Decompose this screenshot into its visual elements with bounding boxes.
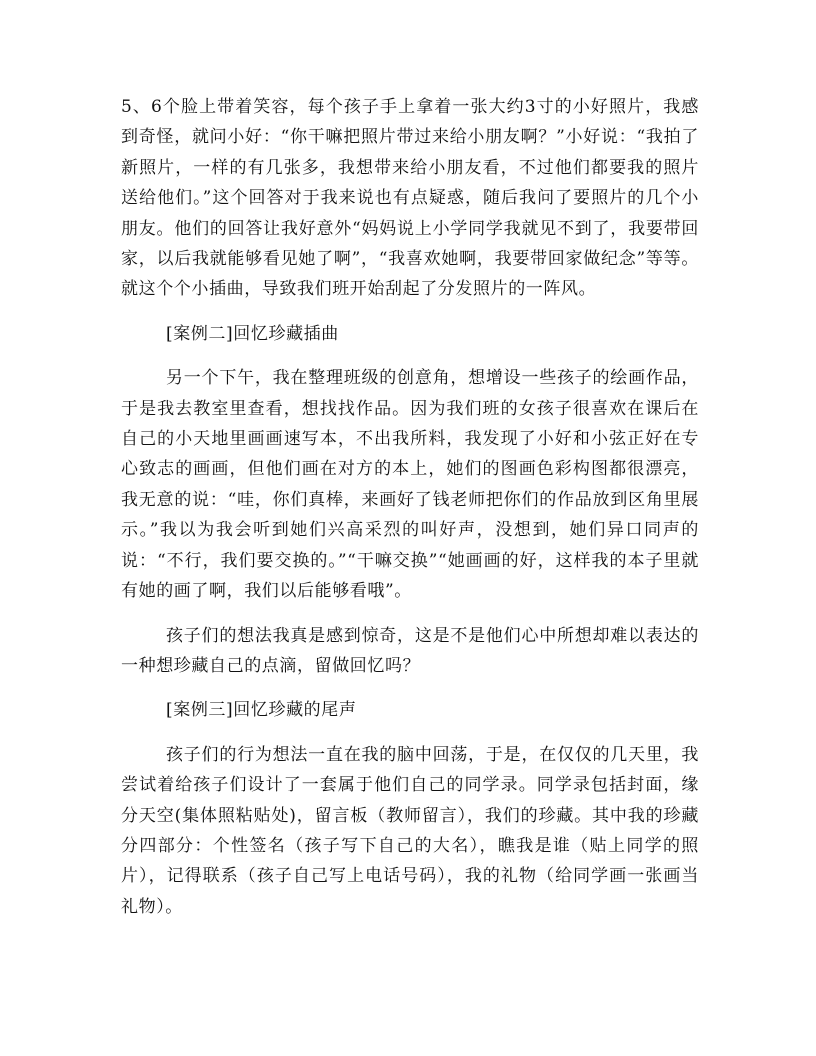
paragraph-reflection: 孩子们的想法我真是感到惊奇，这是不是他们心中所想却难以表达的一种想珍藏自己的点滴，留做回忆吗？ — [121, 625, 699, 676]
paragraph-gap — [121, 607, 699, 621]
paragraph-gap — [121, 681, 699, 695]
paragraph-gap — [121, 305, 699, 319]
paragraph-classmate-book: 孩子们的行为想法一直在我的脑中回荡，于是，在仅仅的几天里，我尝试着给孩子们设计了一套属于他们自己的同学录。同学录包括封面，缘分天空(集体照粘贴处)，留言板（教师留言），我们的珍藏。其中我的珍藏分四部分：个性签名（孩子写下自己的大名），瞧我是谁（贴上同学的照片），记得联系（孩子自己写上电话号码），我的礼物（给同学画一张画当礼物）。 — [121, 744, 699, 917]
heading-case-two: [案例二]回忆珍藏插曲 — [166, 323, 339, 344]
paragraph-gap — [121, 726, 699, 740]
paragraph-photo-sharing: 5、6个脸上带着笑容，每个孩子手上拿着一张大约3寸的小好照片，我感到奇怪，就问小好：“你干嘛把照片带过来给小朋友啊？”小好说：“我拍了新照片，一样的有几张多，我想带来给小朋友看，不过他们都要我的照片送给他们。”这个回答对于我来说也有点疑惑，随后我问了要照片的几个小朋友。他们的回答让我好意外“妈妈说上小学同学我就见不到了，我要带回家，以后我就能够看见她了啊”，“我喜欢她啊，我要带回家做纪念”等等。就这个个小插曲，导致我们班开始刮起了分发照片的一阵风。 — [121, 97, 699, 300]
paragraph-gap — [121, 349, 699, 363]
heading-case-three: [案例三]回忆珍藏的尾声 — [166, 700, 357, 721]
document-body — [121, 92, 699, 922]
paragraph-drawing-exchange: 另一个下午，我在整理班级的创意角，想增设一些孩子的绘画作品，于是我去教室里查看，想找找作品。因为我们班的女孩子很喜欢在课后在自己的小天地里画画速写本，不出我所料，我发现了小好和小弦正好在专心致志的画画，但他们画在对方的本上，她们的图画色彩构图都很漂亮，我无意的说：“哇，你们真棒，来画好了钱老师把你们的作品放到区角里展示。”我以为我会听到她们兴高采烈的叫好声，没想到，她们异口同声的说：“不行，我们要交换的。”“干嘛交换”“她画画的好，这样我的本子里就有她的画了啊，我们以后能够看哦”。 — [121, 368, 699, 602]
